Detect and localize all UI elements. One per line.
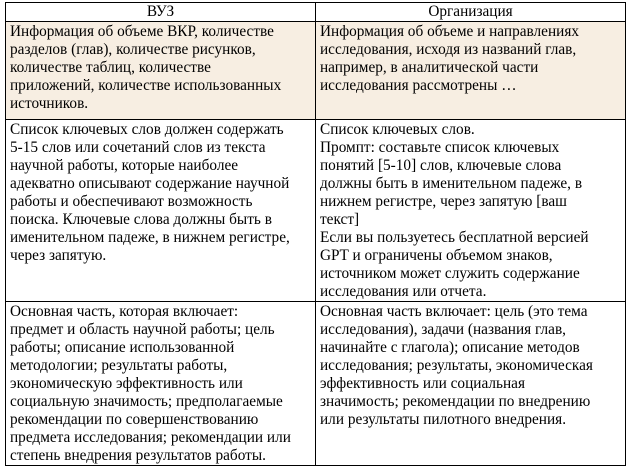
cell-organization-volume-info: Информация об объеме и направлениях исследования, исходя из названий глав, например, в аналитической части исследования рассмотрены … — [316, 22, 626, 120]
cell-organization-keywords: Список ключевых слов. Промпт: составьте список ключевых понятий [5-10] слов, ключевые слова должны быть в именительном падеже, в нижнем регистре, через запятую [ваш текст] Если вы пользуетесь бесплатной версией GPT и ограничены объемом знаков, источником может служить содержание исследования или отчета. — [316, 120, 626, 302]
cell-university-keywords: Список ключевых слов должен содержать 5-15 слов или сочетаний слов из текста научной работы, которые наиболее адекватно описывают содержание научной работы и обеспечивают возможность поиска. Ключевые слова должны быть в именительном падеже, в нижнем регистре, через запятую. — [6, 120, 316, 302]
cell-university-main-part: Основная часть, которая включает: предмет и область научной работы; цель работы; описание использованной методологии; результаты работы, экономическую эффективность или социальную значимость; предполагаемые рекомендации по совершенствованию предмета исследования; рекомендации или степень внедрения результатов работы. — [6, 302, 316, 466]
table-row — [6, 120, 626, 302]
cell-university-volume-info: Информация об объеме ВКР, количестве разделов (глав), количестве рисунков, количестве таблиц, количестве приложений, количестве использованных источников. — [6, 22, 316, 120]
comparison-table — [5, 2, 626, 466]
table-header-row — [6, 3, 626, 22]
cell-organization-main-part: Основная часть включает: цель (это тема исследования), задачи (названия глав, начинайте с глагола); описание методов исследования; результаты, экономическая эффективность или социальная значимость; рекомендации по внедрению или результаты пилотного внедрения. — [316, 302, 626, 466]
header-university: ВУЗ — [6, 3, 316, 22]
header-organization: Организация — [316, 3, 626, 22]
table-row — [6, 22, 626, 120]
table-row — [6, 302, 626, 466]
